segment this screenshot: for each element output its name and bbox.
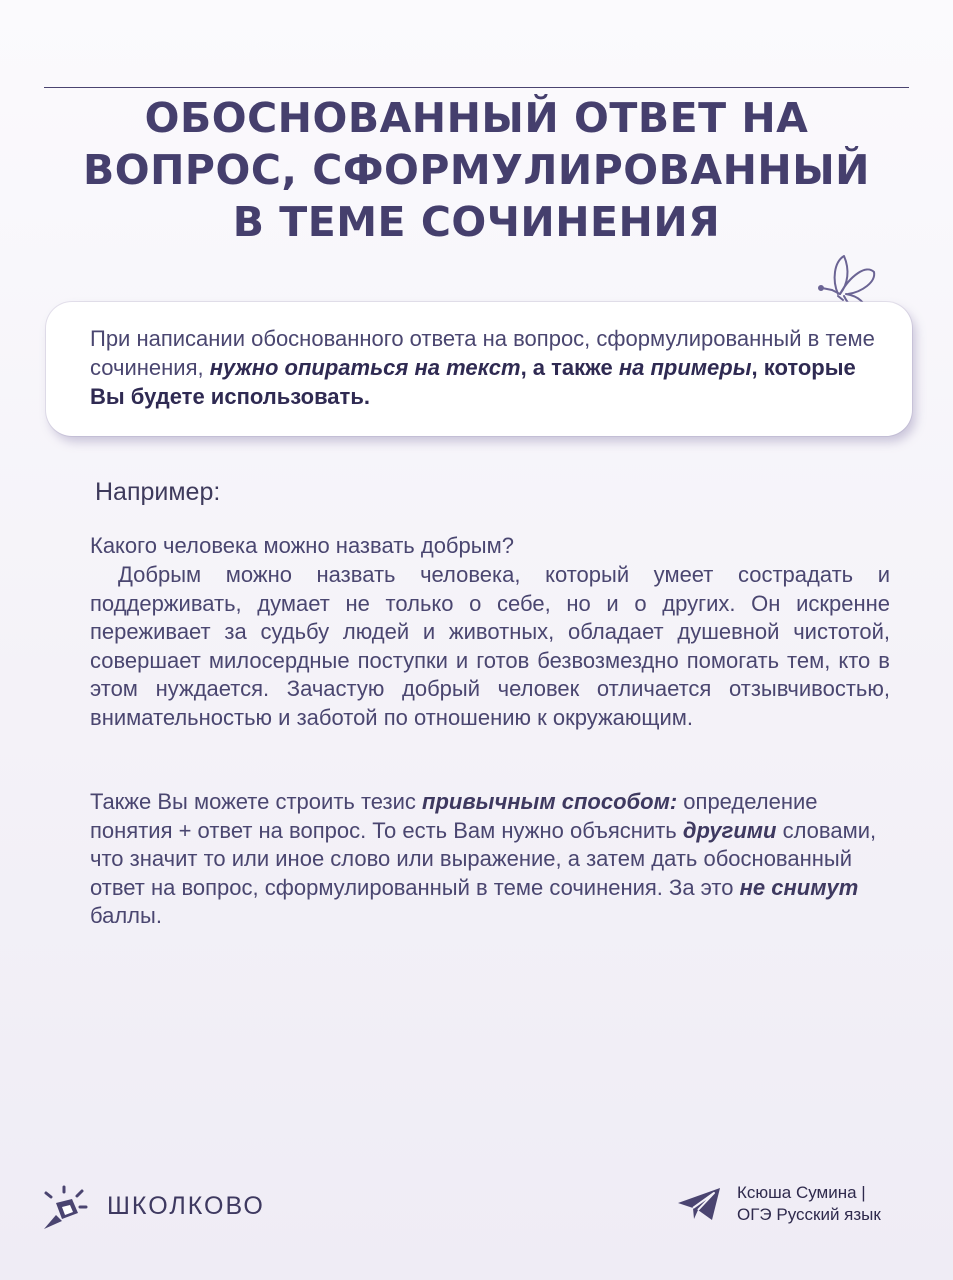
additional-note [90,788,890,931]
note-emphasis-3: не снимут [739,874,859,900]
title-line-1: ОБОСНОВАННЫЙ ОТВЕТ НА [144,94,809,142]
note-text-2: определение понятия + ответ на вопрос. То есть Вам нужно объяснить [90,789,818,843]
note-emphasis-2: другими [682,817,777,843]
shkolkovo-logo-icon [42,1185,92,1231]
callout-emphasis-2: на примеры [618,355,752,380]
callout-text-3: , которые Вы будете использовать. [90,355,856,409]
key-point-callout [46,302,912,436]
note-text-4: баллы. [90,903,162,929]
example-answer: Добрым можно назвать человека, который умеет сострадать и поддерживать, думает не только о себе, но и о других. Он искренне переживает за судьбу людей и животных, обладает душевной чистотой, совершает милосердные поступки и готов безвозмездно помогать тем, кто в этом нуждается. Зачастую добрый человек отличается отзывчивостью, внимательностью и заботой по отношению к окружающим. [90,562,890,730]
note-text-3: словами, что значит то или иное слово или выражение, а затем дать обоснованный ответ на вопрос, сформулированный в теме сочинения. За это [90,817,877,900]
example-heading: Например: [95,478,221,506]
title-line-2: ВОПРОС, СФОРМУЛИРОВАННЫЙ [83,146,870,194]
note-text-1: Также Вы можете строить тезис [90,789,423,814]
callout-text-1: При написании обоснованного ответа на вопрос, сформулированный в теме сочинения, [90,326,875,380]
callout-emphasis-1: нужно опираться на текст [209,355,521,380]
callout-text-2: , а также [520,355,619,380]
author-line-2: ОГЭ Русский язык [737,1205,881,1224]
page-title [40,92,913,248]
example-question: Какого человека можно назвать добрым? [90,533,514,558]
brand-name: ШКОЛКОВО [107,1192,265,1220]
title-line-3: В ТЕМЕ СОЧИНЕНИЯ [232,198,721,246]
note-emphasis-1: привычным способом: [422,789,678,814]
author-credit [737,1182,881,1226]
telegram-icon[interactable] [676,1186,722,1222]
top-divider [44,87,909,88]
author-line-1: Ксюша Сумина | [737,1183,866,1202]
